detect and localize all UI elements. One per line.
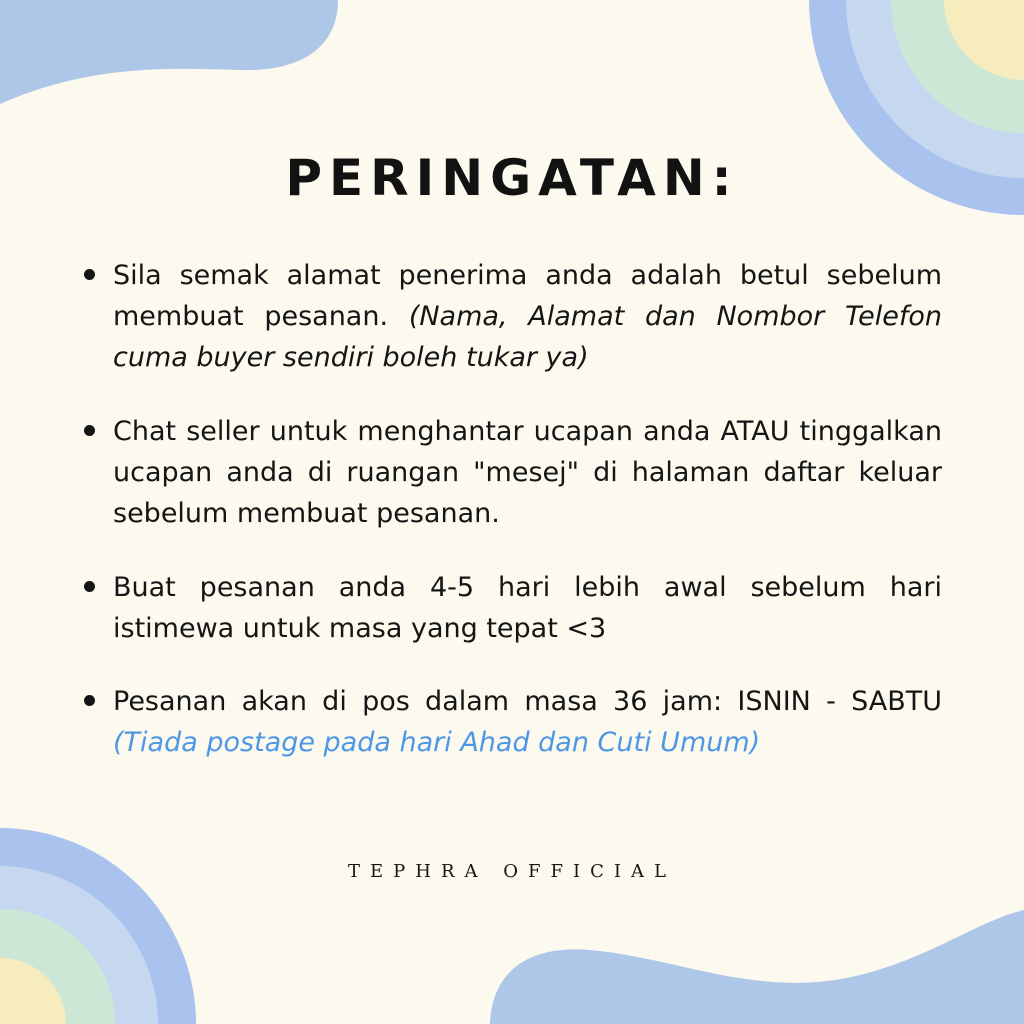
item-text: Sila semak alamat penerima anda adalah betul sebelum membuat pesanan.	[113, 260, 942, 332]
page-title: PERINGATAN:	[285, 149, 739, 207]
bullet-icon	[84, 425, 95, 436]
bottom-right-blob	[490, 910, 1024, 1024]
bullet-icon	[84, 581, 95, 592]
list-item	[82, 567, 942, 649]
item-text: Buat pesanan anda 4-5 hari lebih awal sebelum hari istimewa untuk masa yang tepat <3	[113, 572, 942, 644]
item-note: (Nama, Alamat dan Nombor Telefon cuma buyer sendiri boleh tukar ya)	[113, 301, 943, 373]
top-left-blob	[0, 0, 338, 104]
list-item	[82, 411, 942, 534]
item-note: (Tiada postage pada hari Ahad dan Cuti Umum)	[113, 727, 761, 758]
list-item	[82, 681, 942, 763]
item-text: Pesanan akan di pos dalam masa 36 jam:	[113, 686, 723, 717]
list-item	[82, 255, 942, 378]
item-text: Chat seller untuk menghantar ucapan anda ATAU tinggalkan ucapan anda di ruangan "mesej" di halaman daftar keluar sebelum membuat pesanan.	[113, 416, 942, 529]
warning-list	[82, 255, 942, 763]
bullet-icon	[84, 695, 95, 706]
item-days: ISNIN - SABTU	[737, 686, 942, 717]
bullet-icon	[84, 269, 95, 280]
brand-footer: TEPHRA OFFICIAL	[348, 861, 676, 882]
